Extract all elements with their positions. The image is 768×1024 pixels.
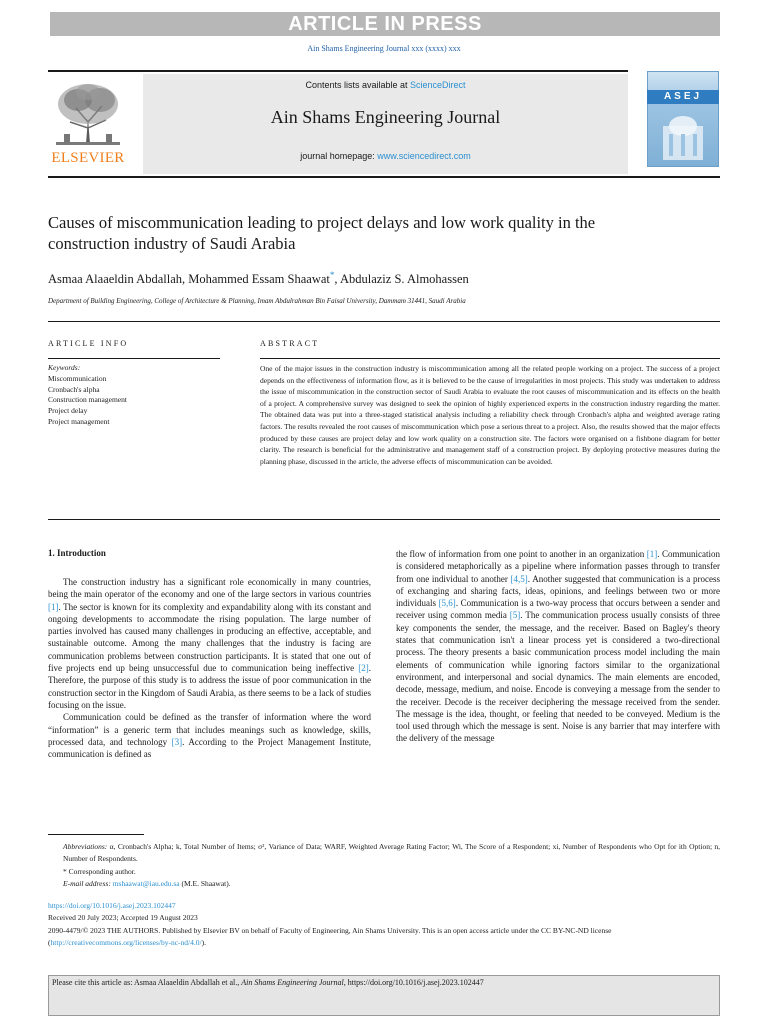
body-text: . Communication is a two-way process that occurs between a sender and receiver using common media <box>396 598 721 621</box>
keyword-item: Miscommunication <box>48 373 107 383</box>
abstract-heading: ABSTRACT <box>260 339 320 348</box>
body-text: . According to the Project Management Institute, communication is defined as <box>48 736 371 760</box>
article-info-top-rule <box>48 321 720 322</box>
body-text: Communication could be defined as the transfer of information where the word “information” is a generic term that includes meanings such as knowledge, skills, processed data, and technology <box>48 712 371 747</box>
abstract-bottom-rule <box>48 519 720 520</box>
contents-prefix: Contents lists available at <box>305 80 411 90</box>
elsevier-logo-text: ELSEVIER <box>51 150 125 166</box>
body-text: The construction industry has a significant role economically in many countries, being the main operator of the economy and one of the large sectors in various countries <box>48 577 371 600</box>
keywords-label: Keywords: <box>48 363 81 372</box>
journal-citation-link[interactable]: Ain Shams Engineering Journal xxx (xxxx) xxx <box>307 44 461 53</box>
cite-prefix: Please cite this article as: Asmaa Alaaeldin Abdallah et al., <box>52 978 242 987</box>
keyword-item: Project management <box>48 416 110 426</box>
header-top-rule <box>48 70 628 72</box>
article-info-rule <box>48 358 220 359</box>
body-text: the flow of information from one point to another in an organization <box>396 549 647 559</box>
license-text: ). <box>201 937 206 947</box>
article-in-press-banner: ARTICLE IN PRESS <box>50 12 720 36</box>
author-affiliation: Department of Building Engineering, College of Architecture & Planning, Imam Abdulrahman Bin Faisal University, Dammam 31441, Saudi Arabia <box>48 297 466 305</box>
article-title: Causes of miscommunication leading to project delays and low work quality in the construction industry of Saudi Arabia <box>48 213 596 253</box>
contents-available-line <box>143 80 628 90</box>
abbreviations-label: Abbreviations: <box>63 842 108 851</box>
sciencedirect-link[interactable]: ScienceDirect <box>410 80 466 90</box>
keyword-item: Project delay <box>48 406 88 416</box>
section-heading-introduction: 1. Introduction <box>48 548 106 558</box>
corresponding-author-link[interactable]: * <box>329 270 335 280</box>
abstract-text: One of the major issues in the construction industry is miscommunication among all the related people working on a project. The success of a project depends on the effectiveness of information flow, as it is believed to be the cause of irregularities in most projects. This study was undertaken to address the issue of miscommunication in the construction sector of Saudi Arabia to evaluate the root causes of miscommunication and its effects on the health of a project. A comprehensive survey was designed to seek the opinion of highly experienced experts in the construction industry regarding the matter. The obtained data was put into a three-staged statistical analysis including a reliability check through Cronbach's alpha and weighted average rating factors. The results revealed the root causes of miscommunication which pose a serious threat to a project. Also, the results showed that the major effects produced by these causes are project delay and low work quality on a construction site. The factors were organised on a fishbone diagram for better clarity. The research is beneficial for the administrative and management staff of a construction project. By deploying protective measures during the planning phase, discussed in the article, the adverse effects of miscommunication can be avoided. <box>260 364 720 466</box>
keyword-item: Construction management <box>48 395 127 405</box>
header-bottom-rule <box>48 176 720 178</box>
body-text: . The communication process usually consists of three key components the sender, the message, and the receiver. Based on Bagley's theory states that communication isn't a linear process yet is considered a two-directional process. The theory presents a basic communication process model including the main elements of communication while ignoring factors similar to the organizational environment, and interpersonal and social dynamics. The main elements are encoded, decode, message, medium, and noise. Encode is conveying a message from the sender to the receiver. Decode is the receiver deciphering the message received from the sender. The message is the idea, thought, or feeling that needed to be conveyed. Medium is the tool used through which the message is sent. Noise is any barrier that may interfere with the delivery of the message <box>396 610 720 744</box>
body-left-column <box>48 576 371 760</box>
cite-doi: , https://doi.org/10.1016/j.asej.2023.102447 <box>343 978 484 987</box>
homepage-prefix: journal homepage: <box>300 151 378 161</box>
doi-link[interactable]: https://doi.org/10.1016/j.asej.2023.102447 <box>48 901 176 910</box>
cite-journal: Ain Shams Engineering Journal <box>241 978 344 987</box>
body-text: . Another suggested that communication is a process of exchanging and sharing facts, ideas, opinions, and feelings between two or more individuals <box>396 573 720 609</box>
body-right-column <box>396 548 720 745</box>
reference-link[interactable]: [2] <box>358 663 369 674</box>
author-list <box>48 270 688 287</box>
authors-main: Asmaa Alaaeldin Abdallah, Mohammed Essam Shaawat <box>48 272 330 287</box>
article-info-heading: ARTICLE INFO <box>48 339 129 348</box>
body-text: . Communication is considered metaphorically as a pipeline where information passes through to transfer from one individual to another <box>396 549 720 584</box>
journal-homepage-line <box>143 151 628 161</box>
body-text: . The sector is known for its complexity and expandability along with its constant and ongoing developments to accommodate the rising population. The large number of parties involved has caused many challenges in producing an effective, acceptable, and sustainable outcome. Among the many challenges that the industry is facing are communication problems between construction participants. It is stated that one out of five projects end up being unsuccessful due to communication being ineffective <box>48 601 371 674</box>
reference-link[interactable]: [4,5] <box>510 573 528 584</box>
footnotes <box>48 841 720 890</box>
abbreviations-footnote <box>48 841 720 866</box>
cover-journal-badge: ASEJ <box>647 90 719 104</box>
body-text: . Therefore, the purpose of this study is to address the issue of poor communication in the construction sector in the Kingdom of Saudi Arabia, as there seems to be a lack of studies focusing on the issue. <box>48 663 371 710</box>
license-text: 2090-4479/© 2023 THE AUTHORS. Published by Elsevier BV on behalf of Faculty of Engineering, Ain Shams University. This is an open access article under the CC BY-NC-ND license ( <box>48 925 612 947</box>
abstract-rule <box>260 358 720 359</box>
license-statement <box>48 925 720 950</box>
journal-homepage-link[interactable]: www.sciencedirect.com <box>377 151 471 161</box>
reference-link[interactable]: [3] <box>171 736 183 747</box>
reference-link[interactable]: [5,6] <box>438 598 456 609</box>
authors-rest: , Abdulaziz S. Almohassen <box>334 272 469 287</box>
body-paragraph <box>48 576 371 711</box>
reference-link[interactable]: [5] <box>509 610 521 621</box>
publication-info <box>48 900 720 949</box>
email-footnote <box>48 878 720 890</box>
license-link[interactable]: http://creativecommons.org/licenses/by-nc-nd/4.0/ <box>50 937 202 947</box>
keyword-item: Cronbach's alpha <box>48 384 100 394</box>
reference-link[interactable]: [1] <box>646 549 658 559</box>
email-link[interactable]: mshaawat@iau.edu.sa <box>112 878 180 888</box>
body-paragraph <box>396 548 720 745</box>
reference-link[interactable]: [1] <box>48 601 59 612</box>
cite-this-article-text <box>52 978 716 987</box>
body-paragraph <box>48 711 371 760</box>
cover-building-icon <box>647 104 719 166</box>
received-dates: Received 20 July 2023; Accepted 19 August 2023 <box>48 913 198 923</box>
abbreviations-text: α, Cronbach's Alpha; k, Total Number of Items; σ², Variance of Data; WARF, Weighted Average Rating Factor; Wi, The Score of a Respondent; xi, Number of Respondents who Opt for ith Option; n, Number of Respondents. <box>63 842 721 864</box>
journal-title: Ain Shams Engineering Journal <box>270 107 501 127</box>
corresponding-author-note: * Corresponding author. <box>63 866 136 876</box>
email-suffix: (M.E. Shaawat). <box>179 878 231 888</box>
email-label: E-mail address: <box>63 878 113 888</box>
keywords-block <box>48 363 223 428</box>
footnote-rule <box>48 834 144 835</box>
